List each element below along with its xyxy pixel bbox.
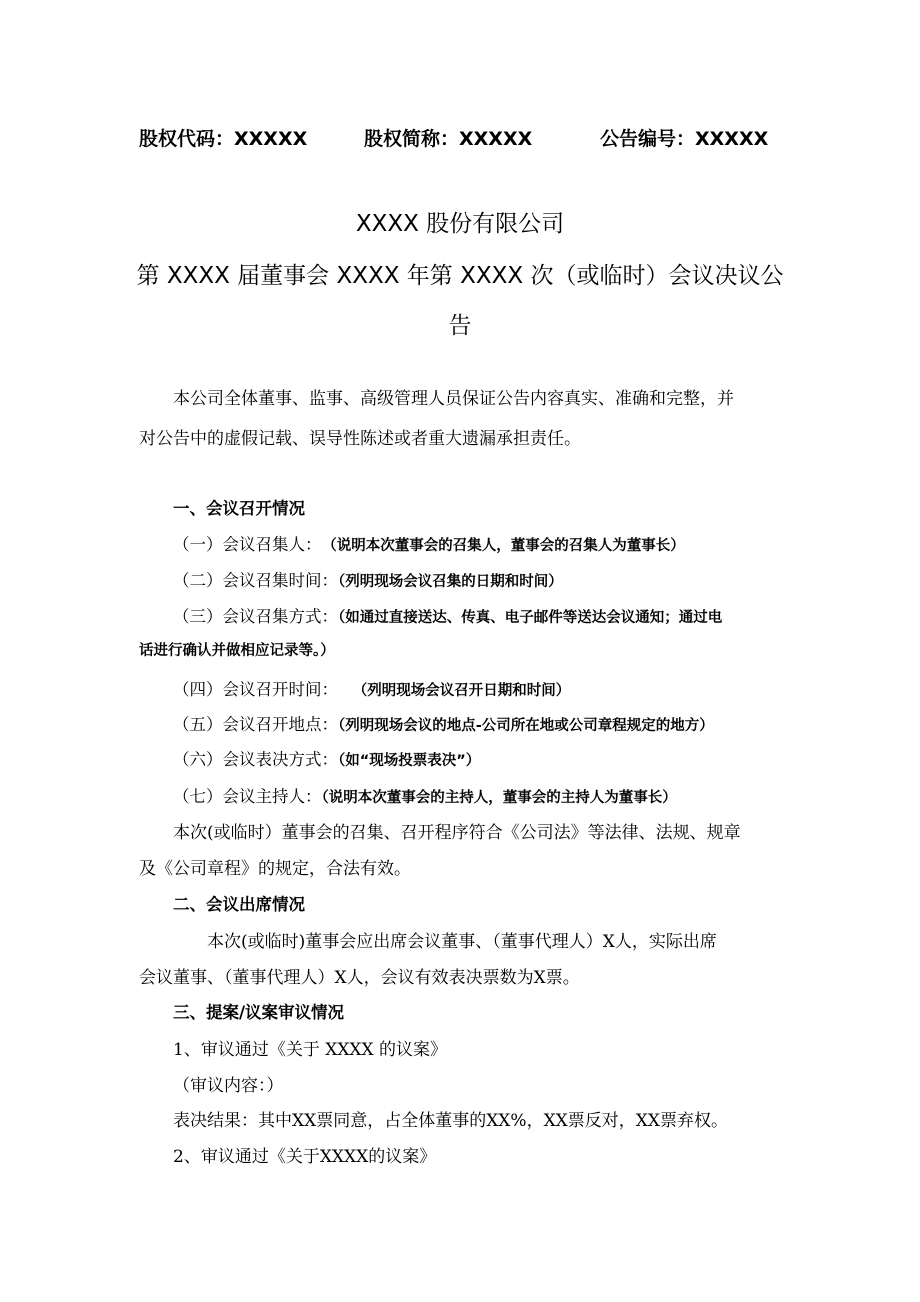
stock-code: 股权代码：XXXXX — [139, 128, 308, 150]
motion-2: 2、审议通过《关于XXXX的议案》 — [173, 1147, 437, 1167]
list-item — [173, 783, 677, 807]
item-note: （说明本次董事会的召集人，董事会的召集人为董事长） — [329, 538, 685, 554]
list-item — [173, 711, 714, 735]
list-item — [173, 676, 570, 700]
company-name: XXXX 股份有限公司 — [355, 211, 565, 237]
item-label: （一）会议召集人： — [173, 535, 322, 554]
vote-result: 表决结果：其中XX票同意，占全体董事的XX%，XX票反对，XX票弃权。 — [173, 1111, 728, 1131]
list-item — [173, 603, 722, 627]
notice-number: 公告编号：XXXXX — [600, 128, 769, 150]
item-note: （如“现场投票表决”） — [338, 753, 481, 769]
statement-line1: 本公司全体董事、监事、高级管理人员保证公告内容真实、准确和完整，并 — [173, 389, 734, 409]
item-note: （如通过直接送达、传真、电子邮件等送达会议通知；通过电 — [338, 610, 723, 626]
item-label: （三）会议召集方式： — [173, 607, 338, 626]
item-label: （四）会议召开时间： — [173, 680, 338, 699]
motion-content: （审议内容：） — [173, 1076, 284, 1096]
statement-line2: 对公告中的虚假记载、误导性陈述或者重大遗漏承担责任。 — [139, 429, 581, 449]
item-note-continuation: 话进行确认并做相应记录等。） — [139, 643, 335, 659]
section-heading-motions: 三、提案/议案审议情况 — [173, 1003, 345, 1022]
attendance-line1: 本次(或临时)董事会应出席会议董事、（董事代理人）X人，实际出席 — [207, 932, 717, 952]
item-label: （二）会议召集时间： — [173, 571, 338, 590]
item-label: （五）会议召开地点： — [173, 715, 338, 734]
section-heading-attendance: 二、会议出席情况 — [173, 895, 305, 914]
list-item — [173, 567, 563, 591]
document-title-line1: 第 XXXX 届董事会 XXXX 年第 XXXX 次（或临时）会议决议公 — [136, 263, 784, 289]
item-note: （列明现场会议的地点-公司所在地或公司章程规定的地方） — [338, 718, 714, 734]
conclusion-line1: 本次(或临时）董事会的召集、召开程序符合《公司法》等法律、法规、规章 — [173, 823, 741, 843]
list-item — [173, 746, 480, 770]
item-note: （列明现场会议召开日期和时间） — [360, 683, 571, 699]
item-label: （七）会议主持人： — [173, 787, 322, 806]
item-label: （六）会议表决方式： — [173, 750, 338, 769]
section-heading-meeting: 一、会议召开情况 — [173, 499, 305, 518]
stock-short-name: 股权简称：XXXXX — [364, 128, 533, 150]
item-note: （说明本次董事会的主持人，董事会的主持人为董事长） — [321, 790, 677, 806]
list-item — [173, 531, 685, 555]
conclusion-line2: 及《公司章程》的规定，合法有效。 — [139, 859, 411, 879]
document-title-line2: 告 — [448, 313, 472, 339]
motion-1: 1、审议通过《关于 XXXX 的议案》 — [173, 1040, 448, 1060]
item-note: （列明现场会议召集的日期和时间） — [338, 574, 563, 590]
attendance-line2: 会议董事、（董事代理人）X人，会议有效表决票数为X票。 — [139, 968, 580, 988]
